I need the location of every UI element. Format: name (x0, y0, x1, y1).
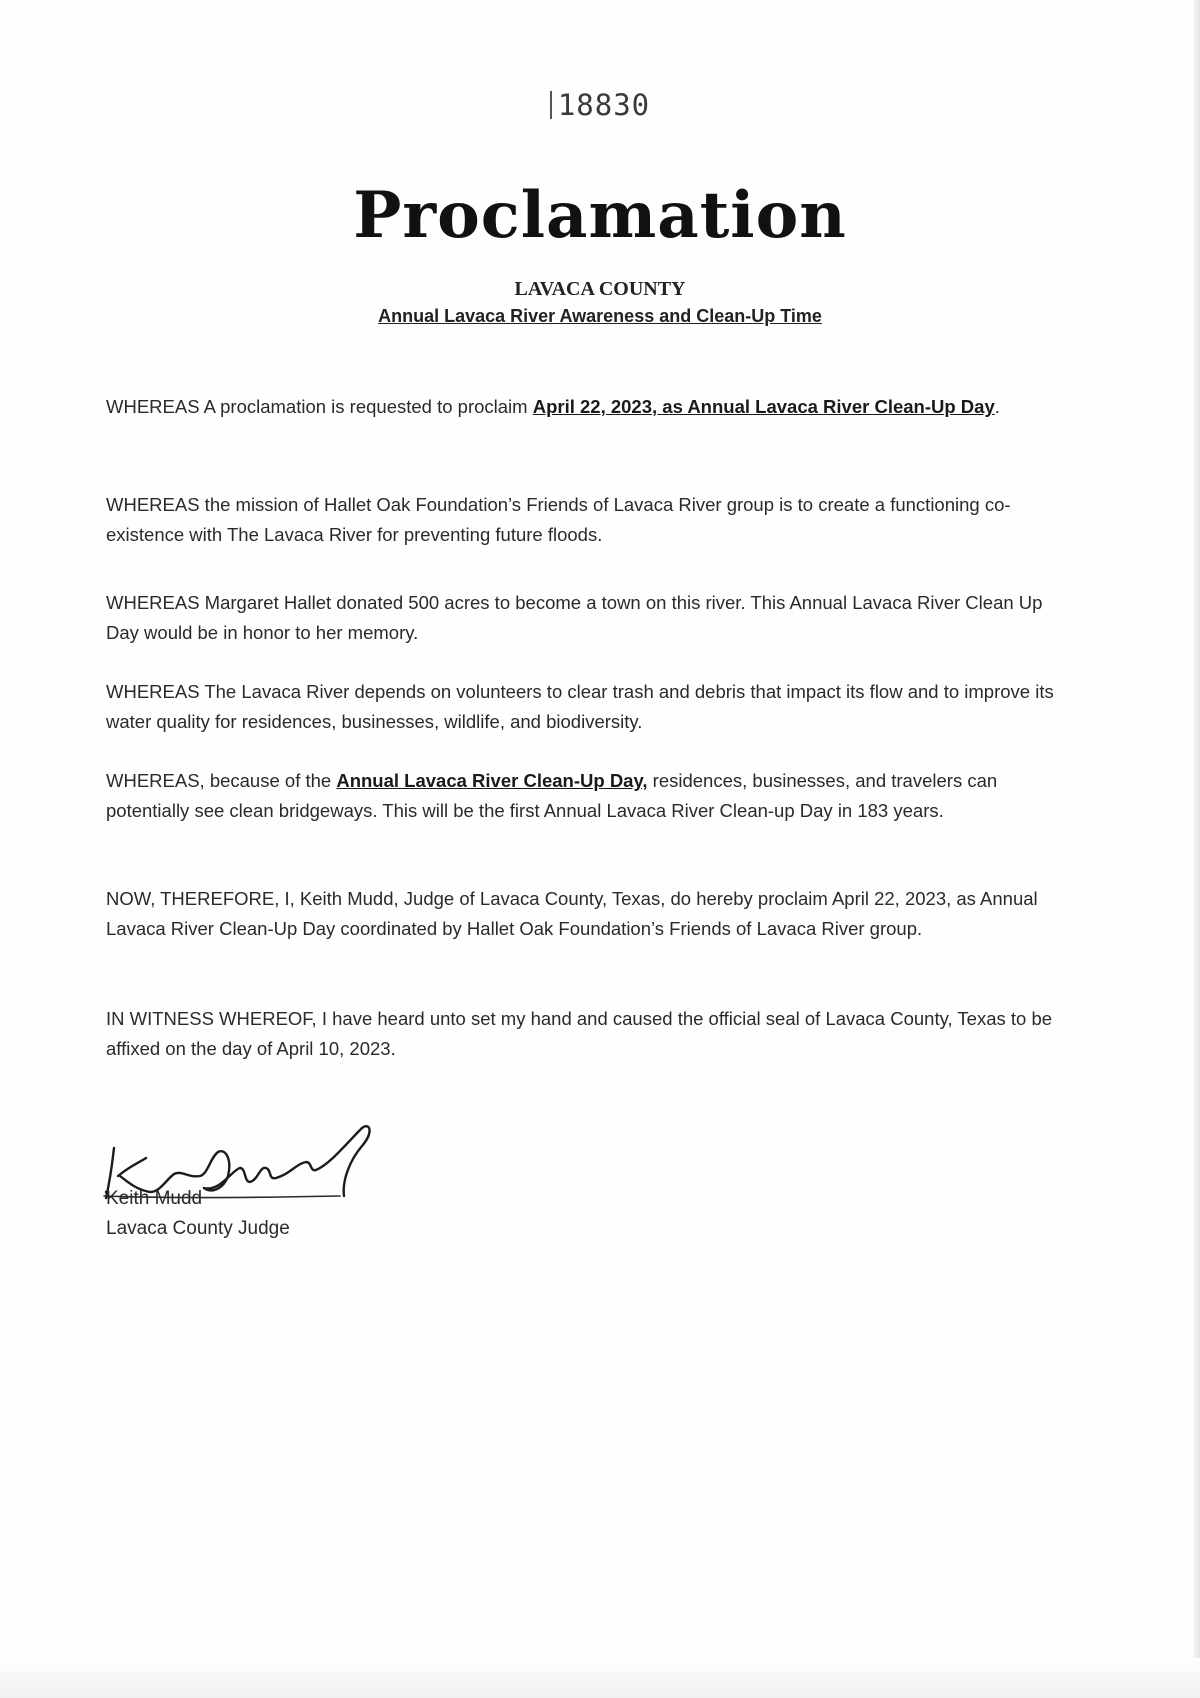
document-number-text: 18830 (557, 88, 651, 122)
paragraph-text: WHEREAS A proclamation is requested to proclaim (106, 396, 533, 417)
paragraph-text: . (994, 396, 1000, 417)
paragraph-whereas-3: WHEREAS Margaret Hallet donated 500 acres to become a town on this river. This Annual Lavaca River Clean Up Day would be in honor to her memory. (106, 592, 1043, 643)
page-title: Proclamation (353, 178, 847, 253)
paragraph-text: WHEREAS, because of the (106, 770, 337, 791)
proclamation-subtitle: Annual Lavaca River Awareness and Clean-Up Time (378, 306, 822, 326)
stamp-mark (550, 91, 552, 119)
paragraph-therefore: NOW, THEREFORE, I, Keith Mudd, Judge of Lavaca County, Texas, do hereby proclaim April 22, 2023, as Annual Lavaca River Clean-Up Day coordinated by Hallet Oak Foundation’s Friends of Lavaca River group. (106, 888, 1038, 939)
paragraph-text: residences, businesses, and travelers can potentially see clean bridgeways. This will be the first Annual Lavaca River Clean-up Day in 183 years. (106, 770, 998, 821)
paragraph-whereas-1 (106, 392, 1066, 422)
signer-title: Lavaca County Judge (106, 1218, 290, 1239)
emphasized-event-text: Annual Lavaca River Clean-Up Day, (336, 770, 648, 791)
county-heading: LAVACA COUNTY (514, 278, 686, 300)
signer-name: Keith Mudd (106, 1188, 203, 1209)
paragraph-whereas-4: WHEREAS The Lavaca River depends on volunteers to clear trash and debris that impact its flow and to improve its water quality for residences, businesses, wildlife, and biodiversity. (106, 681, 1054, 732)
paragraph-whereas-2: WHEREAS the mission of Hallet Oak Foundation’s Friends of Lavaca River group is to create a functioning co-existence with The Lavaca River for preventing future floods. (106, 494, 1011, 545)
paragraph-whereas-5 (106, 766, 1066, 826)
paragraph-witness: IN WITNESS WHEREOF, I have heard unto set my hand and caused the official seal of Lavaca County, Texas to be affixed on the day of April 10, 2023. (106, 1008, 1053, 1059)
scan-edge-right (1194, 0, 1200, 1698)
emphasized-date-text: April 22, 2023, as Annual Lavaca River Clean-Up Day (532, 396, 995, 417)
scan-edge-bottom (0, 1658, 1200, 1698)
document-number (0, 88, 1200, 122)
